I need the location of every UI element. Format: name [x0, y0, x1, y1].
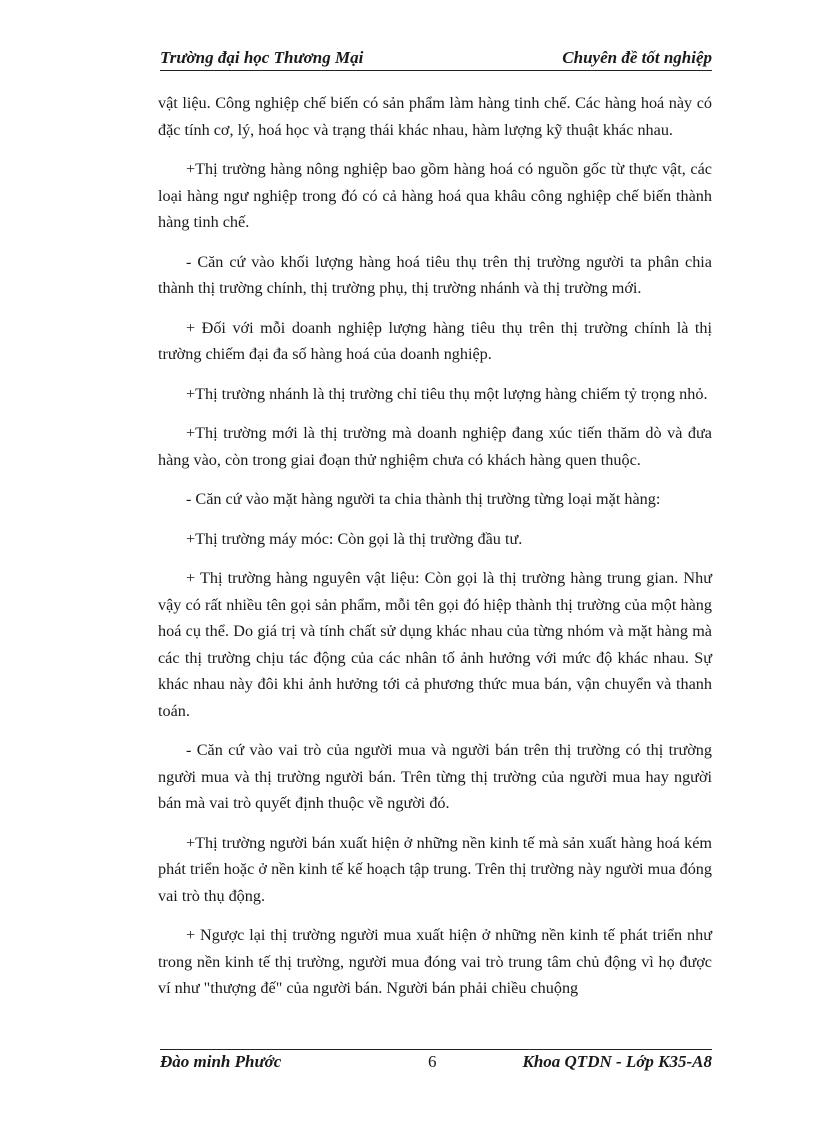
- paragraph: - Căn cứ vào mặt hàng người ta chia thành thị trường từng loại mặt hàng:: [186, 490, 661, 508]
- header-university: Trường đại học Thương Mại: [160, 48, 364, 67]
- header-document-type: Chuyên đề tốt nghiệp: [562, 48, 712, 67]
- page-number: 6: [428, 1052, 437, 1071]
- footer-class: Khoa QTDN - Lớp K35-A8: [522, 1052, 712, 1071]
- paragraph: - Căn cứ vào vai trò của người mua và người bán trên thị trường có thị trường người mua và thị trường người bán. Trên từng thị trường của người mua hay người bán mà vai trò quyết định thuộc về người đó.: [158, 741, 712, 812]
- paragraph: +Thị trường máy móc: Còn gọi là thị trường đầu tư.: [186, 529, 523, 548]
- paragraph: +Thị trường nhánh là thị trường chỉ tiêu thụ một lượng hàng chiếm tỷ trọng nhỏ.: [186, 384, 708, 403]
- paragraph: + Đối với mỗi doanh nghiệp lượng hàng tiêu thụ trên thị trường chính là thị trường chiếm đại đa số hàng hoá của doanh nghiệp.: [158, 318, 712, 363]
- footer-author: Đào minh Phước: [160, 1052, 282, 1071]
- page-body: [158, 90, 712, 1015]
- paragraph: +Thị trường hàng nông nghiệp bao gồm hàng hoá có nguồn gốc từ thực vật, các loại hàng ngư nghiệp trong đó có cả hàng hoá qua khâu công nghiệp chế biến thành hàng tinh chế.: [158, 160, 712, 231]
- page-footer: [160, 1052, 712, 1078]
- footer-rule: [160, 1049, 712, 1050]
- paragraph: - Căn cứ vào khối lượng hàng hoá tiêu thụ trên thị trường người ta phân chia thành thị trường chính, thị trường phụ, thị trường nhánh và thị trường mới.: [158, 252, 712, 297]
- page-header: [160, 48, 712, 72]
- paragraph: + Thị trường hàng nguyên vật liệu: Còn gọi là thị trường hàng trung gian. Như vậy có rất nhiều tên gọi sản phẩm, mỗi tên gọi đó hiệp thành thị trường của một hàng hoá cụ thể. Do giá trị và tính chất sử dụng khác nhau của từng nhóm và mặt hàng mà các thị trường chịu tác động của các nhân tố ảnh hưởng với mức độ khác nhau. Sự khác nhau này đôi khi ảnh hưởng tới cả phương thức mua bán, vận chuyển và thanh toán.: [158, 569, 712, 720]
- header-rule: [160, 70, 712, 71]
- paragraph: vật liệu. Công nghiệp chế biến có sản phẩm làm hàng tinh chế. Các hàng hoá này có đặc tính cơ, lý, hoá học và trạng thái khác nhau, hàm lượng kỹ thuật khác nhau.: [158, 94, 712, 139]
- paragraph: +Thị trường mới là thị trường mà doanh nghiệp đang xúc tiến thăm dò và đưa hàng vào, còn trong giai đoạn thử nghiệm chưa có khách hàng quen thuộc.: [158, 424, 712, 469]
- paragraph: +Thị trường người bán xuất hiện ở những nền kinh tế mà sản xuất hàng hoá kém phát triển hoặc ở nền kinh tế kế hoạch tập trung. Trên thị trường này người mua đóng vai trò thụ động.: [158, 833, 712, 905]
- paragraph: + Ngược lại thị trường người mua xuất hiện ở những nền kinh tế phát triển như trong nền kinh tế thị trường, người mua đóng vai trò trung tâm chủ động vì họ được ví như "thượng đế" của người bán. Người bán phải chiều chuộng: [158, 926, 712, 997]
